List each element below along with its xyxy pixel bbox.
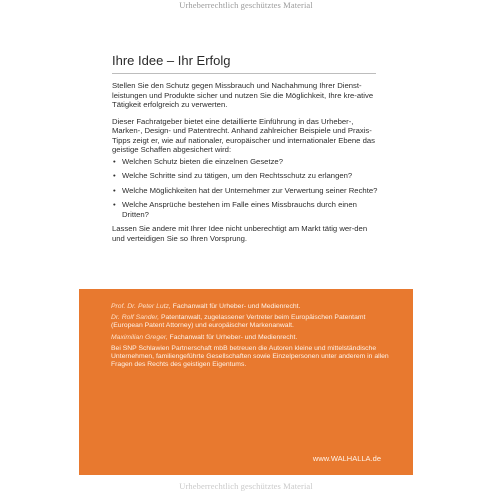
lead-paragraph: Stellen Sie den Schutz gegen Missbrauch und Nachahmung Ihrer Dienst-leistungen und Produkte sicher und nutzen Sie die Möglichkeit, Ihre kre-ative Tätigkeit erfolgreich zu verwerten. <box>112 81 374 109</box>
author-bio <box>111 314 391 330</box>
page-heading: Ihre Idee – Ihr Erfolg <box>112 53 231 68</box>
author-role: Fachanwalt für Urheber- und Medienrecht. <box>167 333 298 341</box>
publisher-url[interactable]: www.WALHALLA.de <box>312 454 381 463</box>
author-role: Patentanwalt, zugelassener Vertreter beim Europäischen Patentamt (European Patent Attorney) und europäischer Markenanwalt. <box>111 314 366 330</box>
heading-divider <box>112 73 376 74</box>
author-name: Dr. Rolf Sander, <box>111 314 160 322</box>
firm-description: Bei SNP Schlawien Partnerschaft mbB betreuen die Autoren kleine und mittelständische Unternehmen, familiengeführte Gesellschaften sowie Einzelpersonen unter anderem in allen Fragen des Rechts des geistigen Eigentums. <box>111 344 389 369</box>
author-name: Maximilian Greger, <box>111 333 168 341</box>
list-item: • Welche Ansprüche bestehen im Falle eines Missbrauchs durch einen Dritten? <box>112 200 382 219</box>
author-panel <box>79 289 413 475</box>
intro-paragraph: Dieser Fachratgeber bietet eine detaillierte Einführung in das Urheber-, Marken-, Design- und Patentrecht. Anhand zahlreicher Beispiele und Praxis-Tipps zeigt er, wie auf nationaler, europäischer und internationaler Ebene das geistige Schaffen abgesichert wird: <box>112 116 375 154</box>
watermark-bottom: Urheberrechtlich geschütztes Material <box>179 481 313 491</box>
body-text <box>112 81 382 248</box>
question-list <box>112 157 382 220</box>
list-item: • Welchen Schutz bieten die einzelnen Gesetze? <box>112 157 382 167</box>
list-item: • Welche Möglichkeiten hat der Unternehmer zur Verwertung seiner Rechte? <box>112 186 382 196</box>
author-bio <box>111 334 391 342</box>
watermark-top: Urheberrechtlich geschütztes Material <box>179 0 313 10</box>
author-bio <box>111 303 391 311</box>
author-bios <box>111 303 391 372</box>
author-name: Prof. Dr. Peter Lutz, <box>111 303 171 310</box>
author-role: Fachanwalt für Urheber- und Medienrecht. <box>170 303 301 310</box>
list-item: • Welche Schritte sind zu tätigen, um den Rechtsschutz zu erlangen? <box>112 171 382 181</box>
closing-paragraph: Lassen Sie andere mit Ihrer Idee nicht unberechtigt am Markt tätig wer-den und verteidigen Sie so Ihren Vorsprung. <box>112 224 368 243</box>
